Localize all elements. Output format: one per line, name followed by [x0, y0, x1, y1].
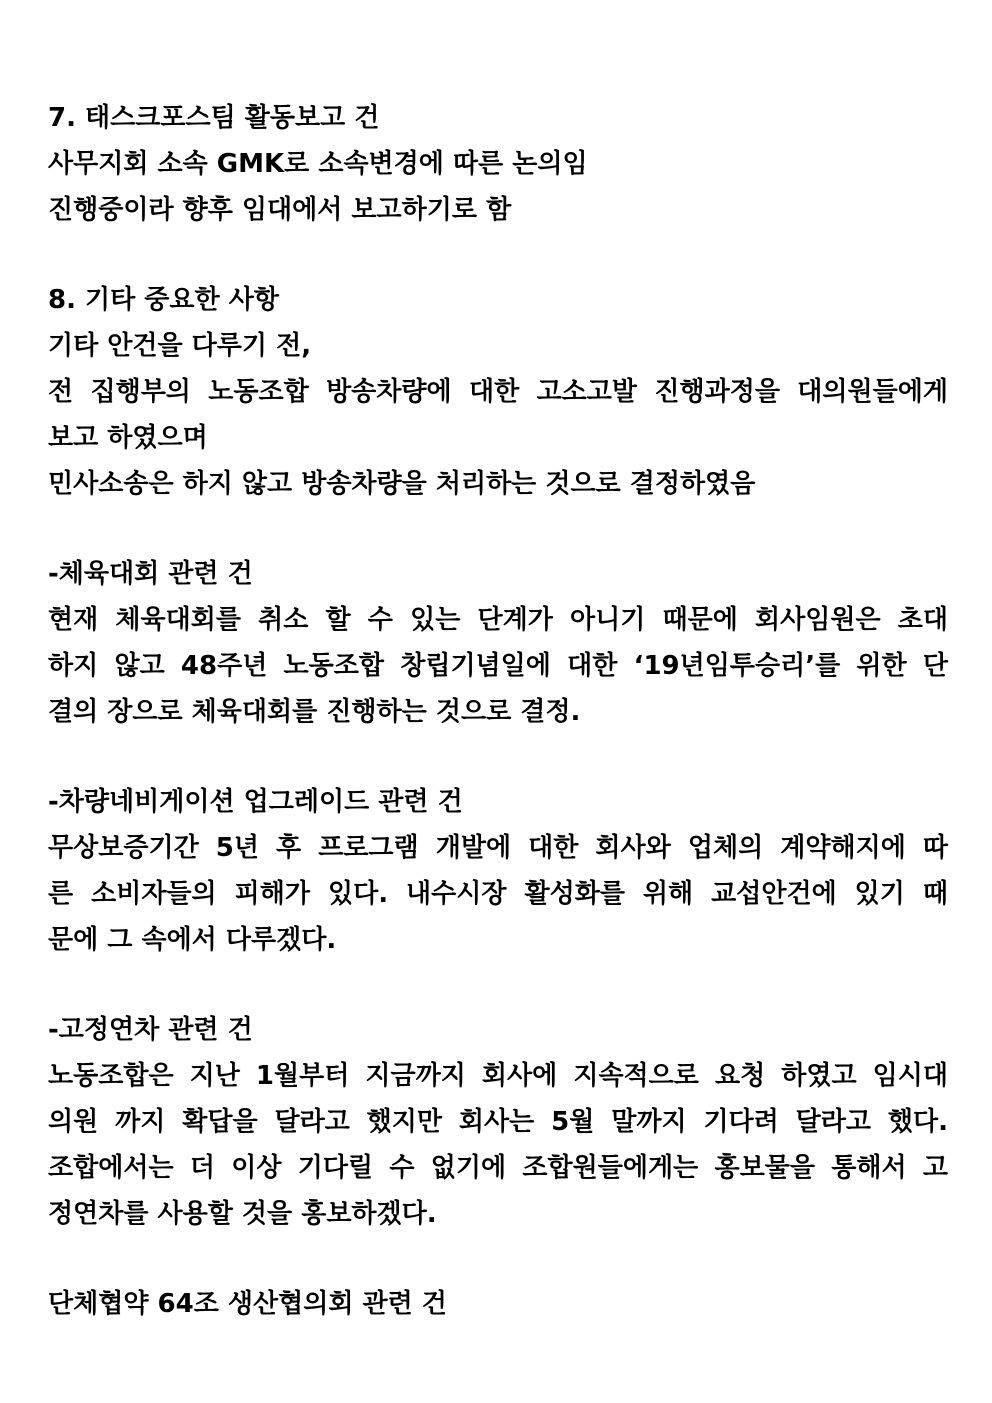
section-gap — [48, 1237, 948, 1281]
section-heading-other-matters: 8. 기타 중요한 사항 — [48, 285, 279, 315]
section-gap — [48, 963, 948, 1007]
section-heading-taskforce: 7. 태스크포스팀 활동보고 건 — [48, 103, 380, 133]
paragraph-line: 기타 안건을 다루기 전, — [48, 331, 312, 361]
section-heading-sports-event: -체육대회 관련 건 — [48, 559, 253, 589]
paragraph-line: 조합에서는 더 이상 기다릴 수 없기에 조합원들에게는 홍보물을 통해서 고 — [48, 1153, 948, 1183]
document-page — [48, 95, 948, 1327]
section-gap — [48, 233, 948, 277]
paragraph-line: 정연차를 사용할 것을 홍보하겠다. — [48, 1199, 437, 1229]
paragraph-line: 무상보증기간 5년 후 프로그램 개발에 대한 회사와 업체의 계약해지에 따 — [48, 833, 948, 863]
section-heading-fixed-leave: -고정연차 관련 건 — [48, 1015, 253, 1045]
paragraph-line: 진행중이라 향후 임대에서 보고하기로 함 — [48, 195, 512, 225]
paragraph-line: 전 집행부의 노동조합 방송차량에 대한 고소고발 진행과정을 대의원들에게 — [48, 377, 948, 407]
section-heading-collective-agreement: 단체협약 64조 생산협의회 관련 건 — [48, 1289, 447, 1319]
section-gap — [48, 507, 948, 551]
paragraph-line: 하지 않고 48주년 노동조합 창립기념일에 대한 ‘19년임투승리’를 위한 단 — [48, 651, 948, 681]
paragraph-line: 사무지회 소속 GMK로 소속변경에 따른 논의임 — [48, 149, 588, 179]
section-gap — [48, 735, 948, 779]
paragraph-line: 노동조합은 지난 1월부터 지금까지 회사에 지속적으로 요청 하였고 임시대 — [48, 1061, 948, 1091]
paragraph-line: 현재 체육대회를 취소 할 수 있는 단계가 아니기 때문에 회사임원은 초대 — [48, 605, 948, 635]
paragraph-line: 보고 하였으며 — [48, 423, 208, 453]
paragraph-line: 민사소송은 하지 않고 방송차량을 처리하는 것으로 결정하였음 — [48, 469, 756, 499]
paragraph-line: 결의 장으로 체육대회를 진행하는 것으로 결정. — [48, 697, 581, 727]
paragraph-line: 의원 까지 확답을 달라고 했지만 회사는 5월 말까지 기다려 달라고 했다. — [48, 1107, 948, 1137]
paragraph-line: 문에 그 속에서 다루겠다. — [48, 925, 337, 955]
paragraph-line: 른 소비자들의 피해가 있다. 내수시장 활성화를 위해 교섭안건에 있기 때 — [48, 879, 948, 909]
section-heading-navigation: -차량네비게이션 업그레이드 관련 건 — [48, 787, 463, 817]
